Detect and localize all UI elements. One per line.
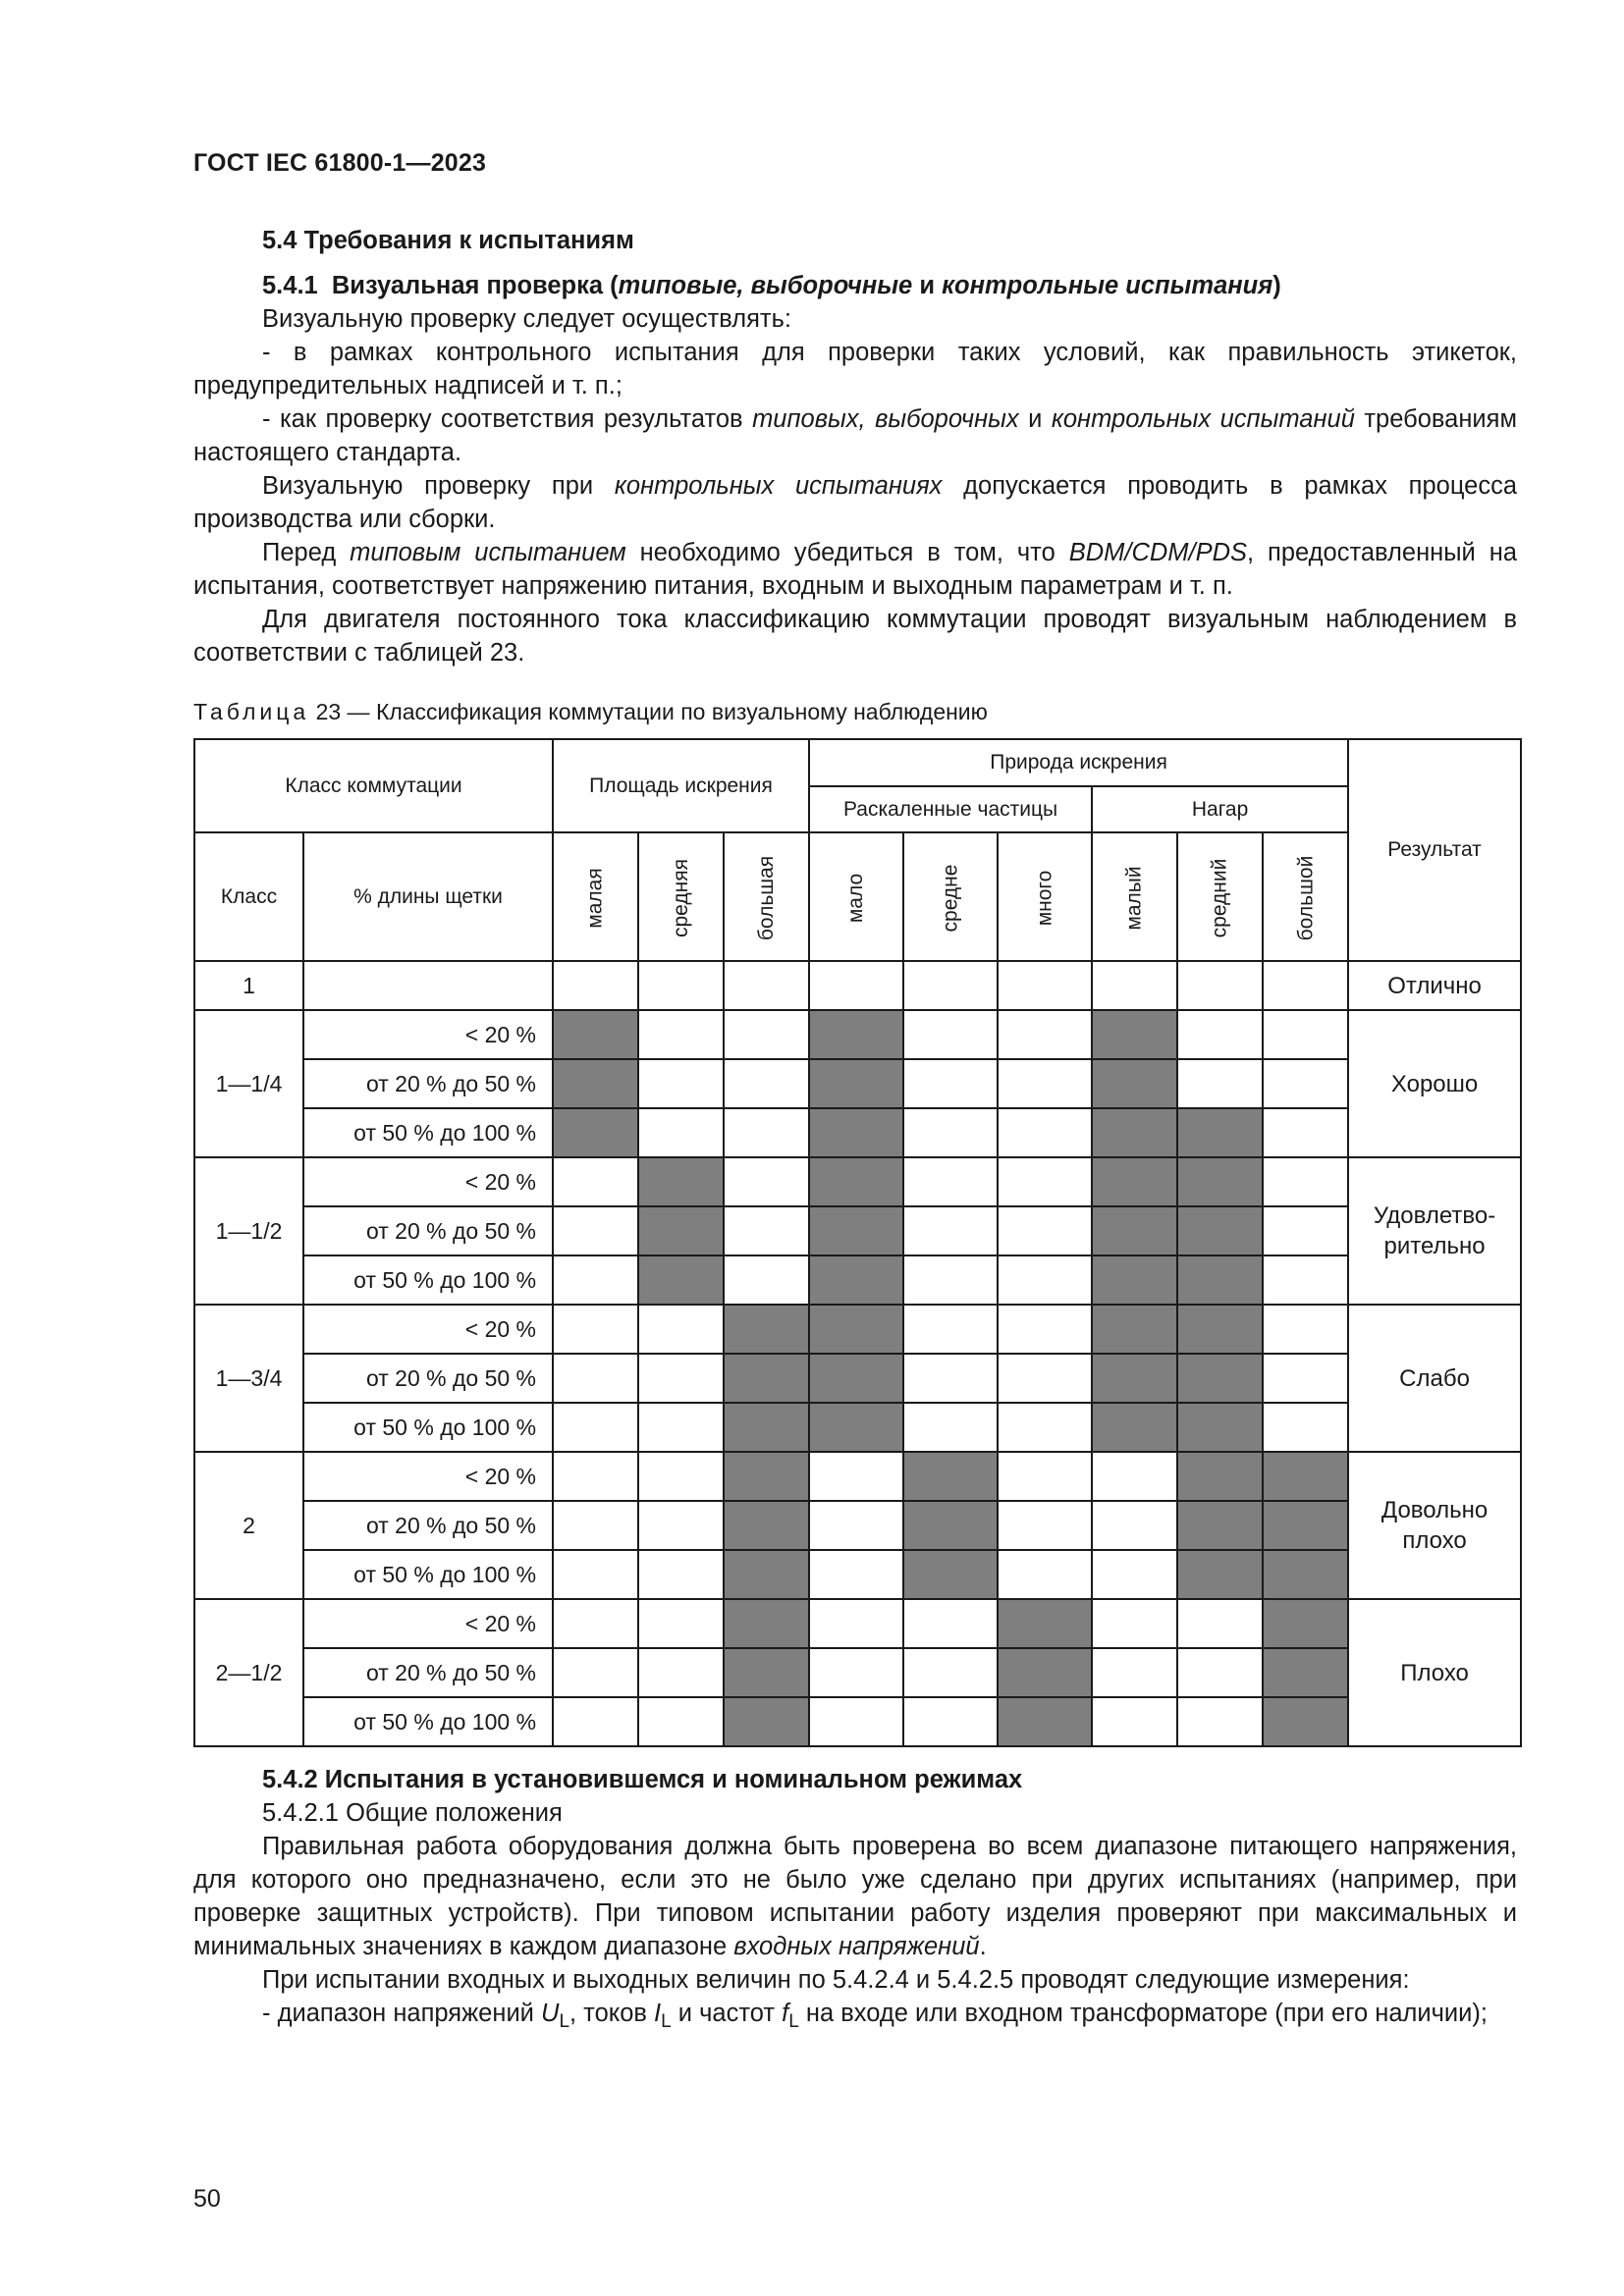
table-cell [553,1255,638,1305]
table-cell [903,961,998,1010]
table-cell [998,1059,1092,1108]
brush-length-cell: от 20 % до 50 % [303,1354,553,1403]
document-header: ГОСТ IEC 61800-1—2023 [193,149,487,177]
table-cell [998,1403,1092,1452]
brush-length-cell: от 20 % до 50 % [303,1206,553,1255]
table-cell [1263,1255,1348,1305]
header-result: Результат [1348,739,1521,961]
shaded-cell [724,1697,809,1746]
table-row [194,1550,1521,1599]
subsection-heading-5-4-2-1: 5.4.2.1 Общие положения [262,1799,563,1827]
table-cell [1092,1452,1177,1501]
table-cell [553,1157,638,1206]
shaded-cell [809,1255,903,1305]
brush-length-cell: от 20 % до 50 % [303,1501,553,1550]
shaded-cell [724,1501,809,1550]
shaded-cell [724,1648,809,1697]
table-cell [998,1452,1092,1501]
paragraph: - в рамках контрольного испытания для проверки таких условий, как правильность этикеток, предупредительных надписей и т. п.; [193,339,1517,400]
table-cell [724,1010,809,1059]
result-cell: Хорошо [1348,1010,1521,1157]
table-cell [1092,1648,1177,1697]
shaded-cell [638,1206,724,1255]
shaded-cell [553,1010,638,1059]
table-cell [903,1697,998,1746]
table-row [194,1501,1521,1550]
brush-length-cell: от 20 % до 50 % [303,1059,553,1108]
table-cell [553,1648,638,1697]
shaded-cell [809,1206,903,1255]
shaded-cell [903,1550,998,1599]
table-cell [1177,1697,1263,1746]
shaded-cell [1263,1697,1348,1746]
table-cell [553,1452,638,1501]
shaded-cell [809,1157,903,1206]
shaded-cell [809,1010,903,1059]
table-cell [724,1059,809,1108]
shaded-cell [1177,1157,1263,1206]
page-number: 50 [193,2185,221,2213]
brush-length-cell [303,961,553,1010]
table-cell [809,1697,903,1746]
shaded-cell [1177,1501,1263,1550]
table-cell [903,1108,998,1157]
header-col-label: средний [1208,858,1231,937]
header-class: Класс [194,832,303,961]
table-cell [1263,961,1348,1010]
table-cell [903,1403,998,1452]
shaded-cell [809,1403,903,1452]
shaded-cell [1177,1206,1263,1255]
shaded-cell [1263,1501,1348,1550]
paragraph: - как проверку соответствия результатов типовых, выборочных и контрольных испытаний требованиям настоящего стандарта. [193,405,1517,466]
table-cell [903,1059,998,1108]
table-cell [1177,1599,1263,1648]
shaded-cell [1092,1010,1177,1059]
shaded-cell [553,1059,638,1108]
table-cell [1177,961,1263,1010]
header-brush-length: % длины щетки [303,832,553,961]
shaded-cell [1092,1305,1177,1354]
table-cell [638,1354,724,1403]
paragraph: Перед типовым испытанием необходимо убедиться в том, что BDM/CDM/PDS, предоставленный на испытания, соответствует напряжению питания, входным и выходным параметрам и т. п. [193,539,1518,600]
header-col-7 [1177,832,1263,961]
header-col-label: средне [939,864,962,932]
table-cell [998,1010,1092,1059]
table-cell [998,1108,1092,1157]
table-cell [1092,1501,1177,1550]
table-cell [1263,1206,1348,1255]
table-cell [1092,1697,1177,1746]
brush-length-cell: от 20 % до 50 % [303,1648,553,1697]
table-row [194,1010,1521,1059]
table-cell [998,1550,1092,1599]
result-cell: Слабо [1348,1305,1521,1452]
table-row [194,1354,1521,1403]
commutation-table [193,738,1522,1747]
paragraph: Визуальную проверку при контрольных испытаниях допускается проводить в рамках процесса производства или сборки. [193,472,1518,533]
shaded-cell [1092,1403,1177,1452]
class-cell: 1—1/2 [194,1157,303,1305]
table-cell [809,1550,903,1599]
shaded-cell [903,1452,998,1501]
table-cell [553,1501,638,1550]
table-cell [1263,1157,1348,1206]
paragraph: - диапазон напряжений $U_L$, токов $I_L$ и частот $f_L$ на входе или входном трансформаторе (при его наличии); [262,2000,1488,2032]
result-cell: Отлично [1348,961,1521,1010]
shaded-cell [1263,1550,1348,1599]
table-cell [809,1452,903,1501]
table-cell [809,1648,903,1697]
shaded-cell [1177,1452,1263,1501]
shaded-cell [1177,1403,1263,1452]
table-row [194,1305,1521,1354]
table-cell [998,1501,1092,1550]
header-spark-area: Площадь искрения [553,739,809,832]
brush-length-cell: < 20 % [303,1010,553,1059]
result-cell: Довольно плохо [1348,1452,1521,1599]
table-cell [553,1305,638,1354]
result-cell: Удовлетво- рительно [1348,1157,1521,1305]
table-cell [1177,1648,1263,1697]
shaded-cell [724,1305,809,1354]
table-row [194,1599,1521,1648]
table-row [194,1403,1521,1452]
paragraph: Правильная работа оборудования должна быть проверена во всем диапазоне питающего напряжения, для которого оно предназначено, если это не было уже сделано при других испытаниях (например, при проверке защитных устройств). При типовом испытании работу изделия проверяют при максимальных и минимальных значениях в каждом диапазоне входных напряжений. [193,1833,1517,1960]
table-cell [1263,1403,1348,1452]
header-spark-nature: Природа искрения [809,739,1348,786]
brush-length-cell: от 50 % до 100 % [303,1550,553,1599]
paragraph: Для двигателя постоянного тока классификацию коммутации проводят визуальным наблюдением в соответствии с таблицей 23. [193,606,1517,667]
shaded-cell [1092,1157,1177,1206]
brush-length-cell: от 50 % до 100 % [303,1255,553,1305]
shaded-cell [724,1354,809,1403]
table-cell [638,1059,724,1108]
header-col-8 [1263,832,1348,961]
shaded-cell [809,1059,903,1108]
shaded-cell [1092,1354,1177,1403]
table-cell [903,1206,998,1255]
header-col-5 [998,832,1092,961]
table-cell [998,1157,1092,1206]
brush-length-cell: < 20 % [303,1305,553,1354]
brush-length-cell: от 50 % до 100 % [303,1403,553,1452]
header-col-label: много [1033,870,1056,926]
shaded-cell [638,1157,724,1206]
shaded-cell [1092,1206,1177,1255]
section-heading-5-4-1: 5.4.1 Визуальная проверка (типовые, выборочные и контрольные испытания) [262,272,1281,299]
table-cell [638,1599,724,1648]
brush-length-cell: < 20 % [303,1599,553,1648]
shaded-cell [724,1599,809,1648]
section-heading-5-4: 5.4 Требования к испытаниям [262,227,634,254]
brush-length-cell: от 50 % до 100 % [303,1697,553,1746]
table-cell [998,961,1092,1010]
shaded-cell [903,1501,998,1550]
table-cell [1263,1108,1348,1157]
header-hot-particles: Раскаленные частицы [809,786,1092,832]
table-cell [1092,1599,1177,1648]
table-cell [1263,1354,1348,1403]
table-cell [724,1206,809,1255]
table-cell [903,1157,998,1206]
shaded-cell [809,1108,903,1157]
table-cell [638,1108,724,1157]
shaded-cell [998,1648,1092,1697]
header-col-label: малая [583,867,607,929]
table-row [194,1206,1521,1255]
header-col-label: малый [1122,865,1146,931]
paragraph: При испытании входных и выходных величин по 5.4.2.4 и 5.4.2.5 проводят следующие измерения: [262,1966,1410,1994]
table-cell [553,1599,638,1648]
table-cell [638,1697,724,1746]
table-row [194,1255,1521,1305]
table-cell [553,1354,638,1403]
table-cell [638,1501,724,1550]
table-cell [903,1648,998,1697]
shaded-cell [998,1697,1092,1746]
table-cell [638,1305,724,1354]
table-cell [1177,1059,1263,1108]
table-cell [553,1206,638,1255]
section-heading-5-4-2: 5.4.2 Испытания в установившемся и номинальном режимах [262,1766,1023,1793]
table-cell [998,1255,1092,1305]
shaded-cell [1092,1108,1177,1157]
brush-length-cell: от 50 % до 100 % [303,1108,553,1157]
table-cell [998,1354,1092,1403]
table-cell [638,1648,724,1697]
table-cell [553,1697,638,1746]
table-cell [638,1550,724,1599]
table-cell [638,961,724,1010]
class-cell: 1—3/4 [194,1305,303,1452]
shaded-cell [638,1255,724,1305]
shaded-cell [809,1305,903,1354]
table-cell [553,1550,638,1599]
shaded-cell [1177,1354,1263,1403]
shaded-cell [724,1403,809,1452]
shaded-cell [1177,1550,1263,1599]
header-col-1 [638,832,724,961]
table-row [194,1697,1521,1746]
shaded-cell [1177,1305,1263,1354]
table-cell [724,961,809,1010]
class-cell: 1 [194,961,303,1010]
table-cell [1177,1010,1263,1059]
table-cell [903,1305,998,1354]
shaded-cell [998,1599,1092,1648]
shaded-cell [1263,1452,1348,1501]
shaded-cell [1177,1108,1263,1157]
brush-length-cell: < 20 % [303,1452,553,1501]
shaded-cell [724,1452,809,1501]
shaded-cell [1263,1648,1348,1697]
paragraph: Визуальную проверку следует осуществлять: [262,305,791,333]
header-col-label: большая [755,855,779,940]
shaded-cell [724,1550,809,1599]
table-cell [638,1010,724,1059]
table-row [194,1108,1521,1157]
header-col-2 [724,832,809,961]
table-cell [553,1403,638,1452]
header-col-6 [1092,832,1177,961]
document-body [193,224,1517,2039]
table-row [194,1648,1521,1697]
table-cell [1263,1059,1348,1108]
table-cell [998,1206,1092,1255]
table-cell [638,1452,724,1501]
shaded-cell [553,1108,638,1157]
table-cell [553,961,638,1010]
table-cell [724,1157,809,1206]
table-cell [809,1501,903,1550]
table-cell [638,1403,724,1452]
header-deposit: Нагар [1092,786,1348,832]
header-col-0 [553,832,638,961]
table-cell [1092,961,1177,1010]
table-cell [903,1599,998,1648]
shaded-cell [809,1354,903,1403]
class-cell: 1—1/4 [194,1010,303,1157]
header-col-label: большой [1294,855,1318,940]
table-cell [1263,1010,1348,1059]
table-cell [809,961,903,1010]
header-col-3 [809,832,903,961]
table-cell [1263,1305,1348,1354]
header-col-4 [903,832,998,961]
table-cell [903,1010,998,1059]
brush-length-cell: < 20 % [303,1157,553,1206]
result-cell: Плохо [1348,1599,1521,1746]
table-cell [724,1108,809,1157]
header-col-label: средняя [669,858,692,937]
table-caption: Таблица 23 — Классификация коммутации по визуальному наблюдению [193,699,988,724]
table-cell [903,1255,998,1305]
table-row [194,1452,1521,1501]
table-cell [903,1354,998,1403]
shaded-cell [1092,1255,1177,1305]
class-cell: 2 [194,1452,303,1599]
table-cell [1092,1550,1177,1599]
header-col-label: мало [844,873,868,923]
table-cell [998,1305,1092,1354]
table-row [194,1059,1521,1108]
class-cell: 2—1/2 [194,1599,303,1746]
table-row [194,1157,1521,1206]
shaded-cell [1177,1255,1263,1305]
table-cell [724,1255,809,1305]
shaded-cell [1092,1059,1177,1108]
table-cell [809,1599,903,1648]
header-class-group: Класс коммутации [194,739,553,832]
shaded-cell [1263,1599,1348,1648]
